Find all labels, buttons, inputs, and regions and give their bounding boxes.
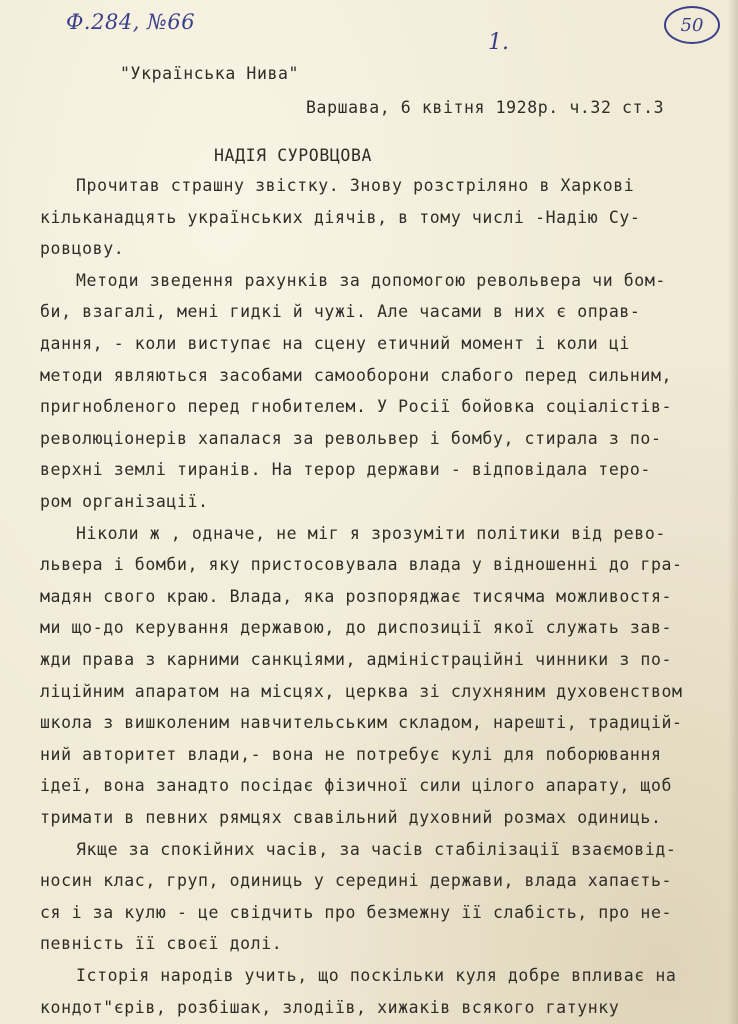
body-line: кільканадцять українських діячів, в тому числі -Надію Су-	[40, 207, 641, 227]
body-line: верхні землі тиранів. На терор держави - відповідала теро-	[40, 460, 651, 480]
folio-number-oval	[664, 6, 720, 44]
body-line: тримати в певних рямцях свавільний духовний розмах одиниць.	[40, 808, 662, 827]
body-line: ся і за кулю - це свідчить про безмежну її слабість, про не-	[40, 902, 673, 922]
body-line: революціонерів хапалася за револьвер і бомбу, стирала з по-	[40, 428, 662, 448]
body-line: ідеї, вона занадто посідає фізичної сили цілого апарату, щоб	[40, 776, 673, 796]
body-line: Історія народів учить, що поскільки куля добре впливає на	[76, 966, 677, 985]
body-line: мадян свого краю. Влада, яка розпоряджає тисячма можливостя-	[40, 586, 673, 606]
page-mark: 1.	[488, 30, 509, 55]
publication-name: "Українська Нива"	[120, 64, 300, 83]
body-line: пригнобленого перед гнобителем. У Росії бойовка соціалістів-	[40, 397, 673, 417]
body-line: школа з вишколеним навчительським складом, нарешті, традицій-	[40, 713, 683, 733]
archive-reference: Ф.284, №66	[66, 10, 196, 34]
body-line: ний авторитет влади,- вона не потребує кулі для поборювання	[40, 744, 662, 764]
body-line: львера і бомби, яку пристосовувала влада у відношенні до гра-	[40, 555, 683, 575]
body-line: ром організації.	[40, 492, 209, 511]
body-line: ми що-до керування державою, до диспозиції якої служать зав-	[40, 618, 673, 638]
body-line: Прочитав страшну звістку. Знову розстріляно в Харкові	[76, 176, 635, 195]
body-line: певність її своєї долі.	[40, 934, 283, 954]
body-line: ровцову.	[40, 239, 125, 259]
body-line: Ніколи ж , одначе, не міг я зрозуміти політики від рево-	[76, 523, 666, 543]
body-line: жди права з карними санкціями, адміністраційні чинники з по-	[40, 650, 673, 669]
body-line: би, взагалі, мені гидкі й чужі. Але часами в них є оправ-	[40, 302, 641, 322]
body-line: дання, - коли виступає на сцену етичний момент і коли ці	[40, 334, 630, 353]
body-line: методи являються засобами самооборони слабого перед сильним,	[40, 365, 673, 385]
body-line: Якще за спокійних часів, за часів стабілізації взаємовід-	[76, 839, 677, 859]
body-line: кондот"єрів, розбішак, злодіїв, хижаків всякого гатунку	[40, 997, 620, 1017]
folio-number: 50	[680, 14, 704, 36]
body-line: носин клас, груп, одиниць у середині держави, влада хапаєть-	[40, 871, 673, 891]
body-line: Методи зведення рахунків за допомогою револьвера чи бом-	[76, 270, 666, 290]
dateline: Варшава, 6 квітня 1928р. ч.32 ст.3	[306, 98, 665, 117]
article-title: НАДІЯ СУРОВЦОВА	[214, 146, 373, 165]
body-line: ліційним апаратом на місцях, церква зі слухняним духовенством	[40, 681, 683, 701]
page-edge-shadow	[728, 0, 738, 1024]
